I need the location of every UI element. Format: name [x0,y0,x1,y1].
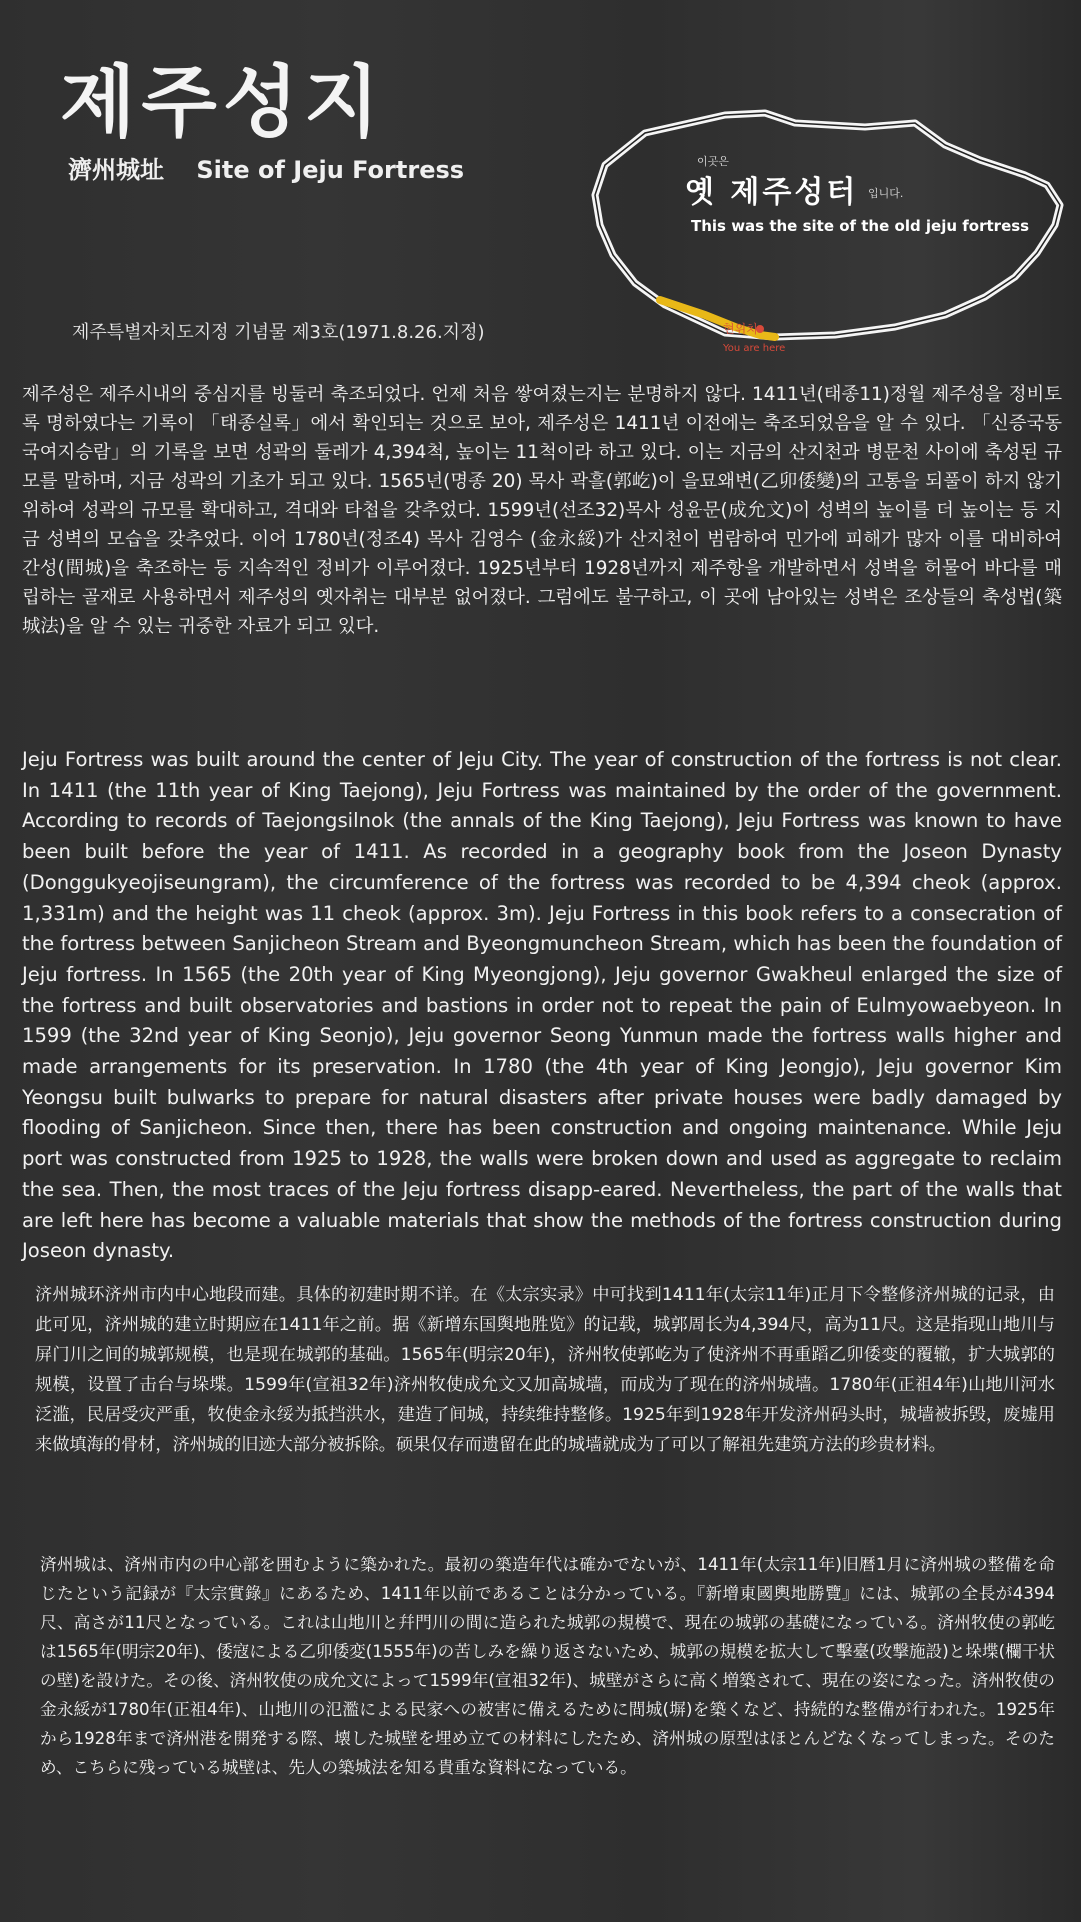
subtitle-english: Site of Jeju Fortress [196,156,465,184]
map-label-english: This was the site of the old jeju fortress [691,217,1030,235]
you-are-here-korean: 현위치 [723,322,758,336]
english-description: Jeju Fortress was built around the center of Jeju City. The year of construction of the fortress is not clear. In 1411 (the 11th year of King Taejong), Jeju Fortress was maintained by the order of the government. According to records of Taejongsilnok (the annals of the King Taejong), Jeju Fortress was known to have been built before the year of 1411. As recorded in a geography book from the Joseon Dynasty (Donggukyeojiseungram), the circumference of the fortress was recorded to be 4,394 cheok (approx. 1,331m) and the height was 11 cheok (approx. 3m). Jeju Fortress in this book refers to a consecration of the fortress between Sanjicheon Stream and Byeongmuncheon Stream, which has been the foundation of Jeju fortress. In 1565 (the 20th year of King Myeongjong), Jeju governor Gwakheul enlarged the size of the fortress and built observatories and bastions in order not to repeat the pain of Eulmyowaebyeon. In 1599 (the 32nd year of King Seonjo), Jeju governor Seong Yunmun made the fortress walls higher and made arrangements for its preservation. In 1780 (the 4th year of King Jeongjo), Jeju governor Kim Yeongsu built bulwarks to prepare for natural disasters after private houses were badly damaged by flooding of Sanjicheon. Since then, there has been construction and ongoing maintenance. While Jeju port was constructed from 1925 to 1928, the walls were broken down and used as aggregate to reclaim the sea. Then, the most traces of the Jeju fortress disapp-eared. Nevertheless, the part of the walls that are left here has become a valuable materials that show the methods of the fortress construction during Joseon dynasty. [22,748,1062,1263]
map-label-tail: 입니다. [868,187,904,200]
you-are-here-english: You are here [723,343,786,354]
subtitle-chinese: 濟州城址 [68,156,164,184]
korean-description: 제주성은 제주시내의 중심지를 빙둘러 축조되었다. 언제 처음 쌓여졌는지는 분명하지 않다. 1411년(태종11)정월 제주성을 정비토록 명하였다는 기록이 「태종실록」에서 확인되는 것으로 보아, 제주성은 1411년 이전에는 축조되었음을 알 수 있다. 「신증국동국여지승람」의 기록을 보면 성곽의 둘레가 4,394척, 높이는 11척이라 하고 있다. 이는 지금의 산지천과 병문천 사이에 축성된 규모를 말하며, 지금 성곽의 기초가 되고 있다. 1565년(명종 20) 목사 곽흘(郭屹)이 을묘왜변(乙卯倭變)의 고통을 되풀이 하지 않기 위하여 성곽의 규모를 확대하고, 격대와 타첩을 갖추었다. 1599년(선조32)목사 성윤문(成允文)이 성벽의 높이를 더 높이는 등 지금 성벽의 모습을 갖추었다. 이어 1780년(정조4) 목사 김영수 (金永綏)가 산지천이 범람하여 민가에 피해가 많자 이를 대비하여 간성(間城)을 축조하는 등 지속적인 정비가 이루어졌다. 1925년부터 1928년까지 제주항을 개발하면서 성벽을 허물어 바다를 매립하는 골재로 사용하면서 제주성의 옛자취는 대부분 없어졌다. 그럼에도 불구하고, 이 곳에 남아있는 성벽은 조상들의 축성법(築城法)을 알 수 있는 귀중한 자료가 되고 있다. [22,384,1062,637]
map-label-small: 이곳은 [697,155,729,168]
sign-title: 제주성지 [60,58,386,148]
designation-text: 제주특별자치도지정 기념물 제3호(1971.8.26.지정) [72,322,485,343]
sign-subtitle [68,150,464,185]
fortress-outline-map [585,105,1070,354]
chinese-description: 济州城环济州市内中心地段而建。具体的初建时期不详。在《太宗实录》中可找到1411年(太宗11年)正月下令整修济州城的记录，由此可见，济州城的建立时期应在1411年之前。据《新增东国舆地胜览》的记载，城郭周长为4,394尺，高为11尺。这是指现山地川与屏门川之间的城郭规模，也是现在城郭的基础。1565年(明宗20年)，济州牧使郭屹为了使济州不再重蹈乙卯倭变的覆辙，扩大城郭的规模，设置了击台与垛堞。1599年(宣祖32年)济州牧使成允文又加高城墙，而成为了现在的济州城墙。1780年(正祖4年)山地川河水泛滥，民居受灾严重，牧使金永绥为抵挡洪水，建造了间城，持续维持整修。1925年到1928年开发济州码头时，城墙被拆毁，废墟用来做填海的骨材，济州城的旧迹大部分被拆除。硕果仅存而遗留在此的城墙就成为了可以了解祖先建筑方法的珍贵材料。 [35,1285,1055,1455]
map-label-korean: 옛 제주성터 [685,175,859,210]
japanese-description: 済州城は、済州市内の中心部を囲むように築かれた。最初の築造年代は確かでないが、1411年(太宗11年)旧暦1月に済州城の整備を命じたという記録が『太宗實錄』にあるため、1411年以前であることは分かっている。『新增東國輿地勝覽』には、城郭の全長が4394尺、高さが11尺となっている。これは山地川と幷門川の間に造られた城郭の規模で、現在の城郭の基礎になっている。済州牧使の郭屹は1565年(明宗20年)、倭寇による乙卯倭変(1555年)の苦しみを繰り返さないため、城郭の規模を拡大して擊臺(攻撃施設)と垛堞(欄干状の壁)を設けた。その後、済州牧使の成允文によって1599年(宣祖32年)、城壁がさらに高く増築されて、現在の姿になった。済州牧使の金永綏が1780年(正祖4年)、山地川の氾濫による民家への被害に備えるために間城(塀)を築くなど、持続的な整備が行われた。1925年から1928年まで済州港を開発する際、壊した城壁を埋め立ての材料にしたため、済州城の原型はほとんどなくなってしまった。そのため、こちらに残っている城壁は、先人の築城法を知る貴重な資料になっている。 [40,1555,1055,1777]
